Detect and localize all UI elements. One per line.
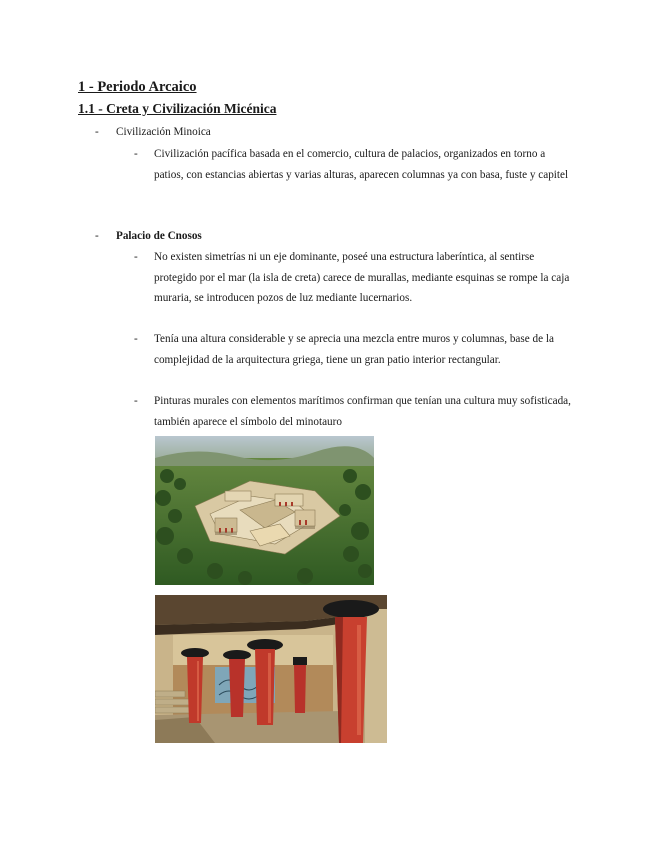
bullet-dash: - bbox=[134, 395, 138, 407]
bullet-dash: - bbox=[95, 126, 99, 138]
bullet-dash: - bbox=[134, 333, 138, 345]
palace-aerial-image bbox=[155, 436, 374, 585]
section-title-minoica: Civilización Minoica bbox=[116, 126, 211, 138]
list-item: Pinturas murales con elementos marítimos confirman que tenían una cultura muy sofisticada, también aparece el símbolo del minotauro bbox=[154, 395, 571, 428]
bullet-dash: - bbox=[134, 251, 138, 263]
section-heading: 1 - Periodo Arcaico bbox=[78, 79, 197, 95]
section-title-cnosos: Palacio de Cnosos bbox=[116, 230, 202, 242]
bullet-dash: - bbox=[134, 148, 138, 160]
list-item: Tenía una altura considerable y se aprecia una mezcla entre muros y columnas, base de la complejidad de la arquitectura griega, tiene un gran patio interior rectangular. bbox=[154, 333, 554, 366]
list-item: Civilización pacífica basada en el comercio, cultura de palacios, organizados en torno a patios, con estancias abiertas y varias alturas, aparecen columnas ya con basa, fuste y capitel bbox=[154, 148, 569, 181]
palace-columns-image bbox=[155, 595, 387, 743]
bullet-dash: - bbox=[95, 230, 99, 242]
subsection-heading: 1.1 - Creta y Civilización Micénica bbox=[78, 101, 277, 116]
list-item: No existen simetrías ni un eje dominante, poseé una estructura laberíntica, al sentirse protegido por el mar (la isla de creta) carece de murallas, mediante esquinas se rompe la caja muraria, se introducen pozos de luz mediante lucernarios. bbox=[154, 251, 570, 304]
